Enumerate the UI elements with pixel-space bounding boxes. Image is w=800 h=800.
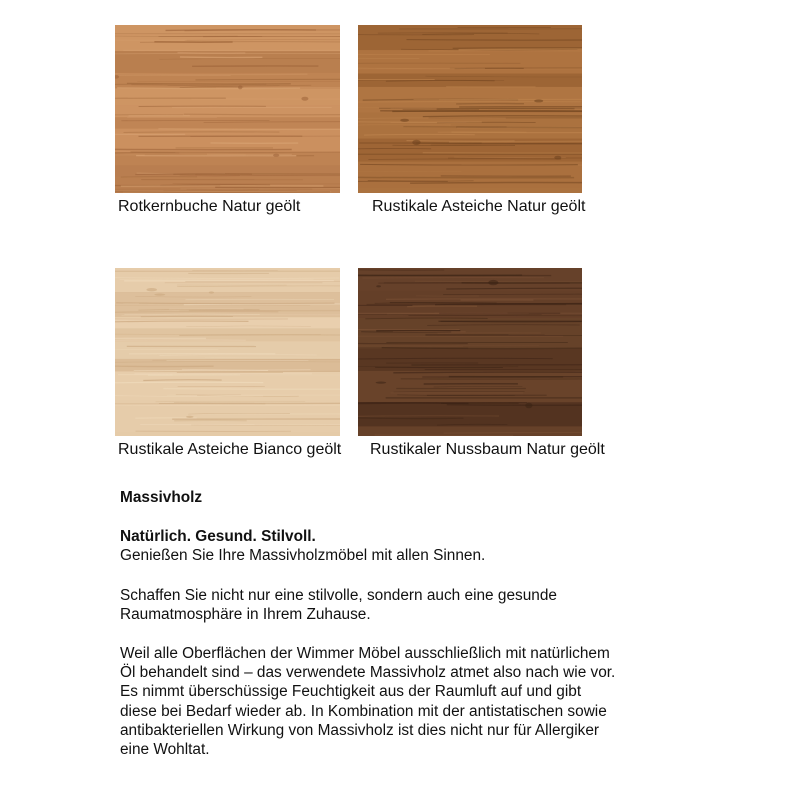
paragraph-line: Öl behandelt sind – das verwendete Massivholz atmet also nach wie vor.	[120, 664, 616, 682]
swatch-caption-asteiche-bianco: Rustikale Asteiche Bianco geölt	[118, 441, 342, 458]
swatch-caption-asteiche-natur: Rustikale Asteiche Natur geölt	[372, 198, 586, 215]
description-text-block	[120, 488, 720, 759]
swatch-caption-rotkernbuche: Rotkernbuche Natur geölt	[118, 198, 301, 215]
paragraph-line: diese bei Bedarf wieder ab. In Kombination mit der antistatischen sowie	[120, 702, 607, 720]
wood-swatch-rotkernbuche	[115, 25, 340, 193]
wood-grain-texture	[115, 25, 340, 193]
wood-grain-texture	[115, 268, 340, 436]
paragraph-line: antibakteriellen Wirkung von Massivholz ist dies nicht nur für Allergiker	[120, 721, 600, 739]
paragraph-line: eine Wohltat.	[120, 741, 210, 759]
paragraph-line: Raumatmosphäre in Ihrem Zuhause.	[120, 605, 371, 623]
section-subheading: Natürlich. Gesund. Stilvoll.	[120, 528, 316, 546]
intro-line: Genießen Sie Ihre Massivholzmöbel mit allen Sinnen.	[120, 547, 486, 565]
wood-swatch-nussbaum	[358, 268, 582, 436]
paragraph-line: Es nimmt überschüssige Feuchtigkeit aus der Raumluft auf und gibt	[120, 683, 582, 701]
paragraph-line: Schaffen Sie nicht nur eine stilvolle, sondern auch eine gesunde	[120, 586, 557, 604]
paragraph-atmosphere	[120, 586, 720, 624]
section-heading: Massivholz	[120, 489, 203, 506]
wood-grain-texture	[358, 25, 582, 193]
paragraph-line: Weil alle Oberflächen der Wimmer Möbel ausschließlich mit natürlichem	[120, 645, 610, 663]
wood-swatch-asteiche-natur	[358, 25, 582, 193]
wood-grain-texture	[358, 268, 582, 436]
wood-swatch-asteiche-bianco	[115, 268, 340, 436]
paragraph-oil-treatment	[120, 644, 720, 759]
swatch-caption-nussbaum: Rustikaler Nussbaum Natur geölt	[370, 441, 605, 458]
